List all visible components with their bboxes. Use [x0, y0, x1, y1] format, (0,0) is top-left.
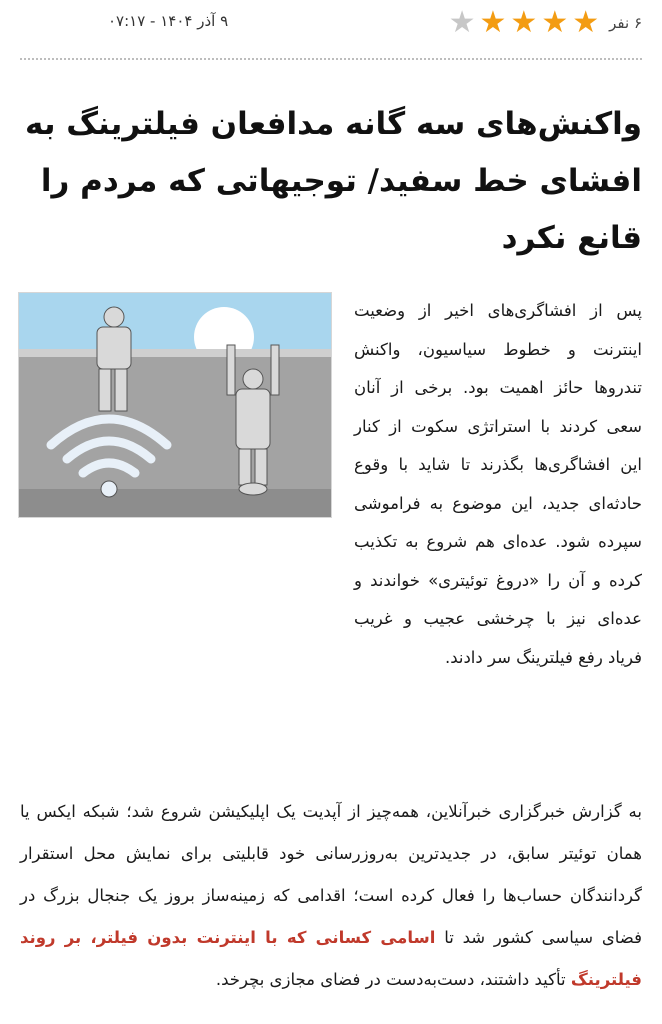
cartoon-illustration [19, 293, 331, 517]
star-icon[interactable]: ★ [448, 5, 476, 40]
article-meta-bar [0, 0, 662, 48]
article-image[interactable] [18, 292, 332, 518]
article-headline: واکنش‌های سه گانه مدافعان فیلترینگ به افشای خط سفید/ توجیهاتی که مردم را قانع نکرد [25, 106, 642, 256]
body-text-part2: تأکید داشتند، دست‌به‌دست در فضای مجازی بچرخد. [215, 970, 571, 989]
publish-date: ۹ آذر ۱۴۰۴ - ۰۷:۱۷ [108, 12, 229, 30]
star-icon[interactable]: ★ [479, 5, 507, 40]
star-icon[interactable]: ★ [541, 5, 569, 40]
article-lead: پس از افشاگری‌های اخیر از وضعیت اینترنت و خطوط سیاسیون، واکنش تندروها حائز اهمیت بود. برخی از آنان سعی کردند با استراتژی سکوت از کنار این افشاگری‌ها بگذرند تا شاید با وقوع حادثه‌ای جدید، این موضوع به فراموشی سپرده شود. عده‌ای هم شروع به تکذیب کرده و آن را «دروغ توئیتری» خواندند و عده‌ای نیز با چرخشی عجیب و غریب فریاد رفع فیلترینگ سر دادند. [354, 301, 642, 667]
star-icon[interactable]: ★ [510, 5, 538, 40]
rating-stars[interactable] [445, 5, 600, 40]
rating-count: ۶ نفر [609, 14, 642, 32]
divider [20, 58, 642, 60]
rating-widget[interactable] [445, 5, 642, 40]
body-text-part1: به گزارش خبرگزاری خبرآنلاین، همه‌چیز از آپدیت یک اپلیکیشن شروع شد؛ شبکه ایکس یا همان توئیتر سابق، در جدیدترین به‌روزرسانی خود قابلیتی برای نمایش محل استقرار گردانندگان حساب‌ها را فعال کرده است؛ اقدامی که زمینه‌ساز بروز یک جنجال بزرگ در فضای سیاسی کشور شد تا [20, 802, 642, 947]
star-icon[interactable]: ★ [572, 5, 600, 40]
highlighted-text: اسامی کسانی که با اینترنت بدون فیلتر، بر روند فیلترینگ [20, 928, 642, 989]
article-body-paragraph [20, 791, 642, 1001]
